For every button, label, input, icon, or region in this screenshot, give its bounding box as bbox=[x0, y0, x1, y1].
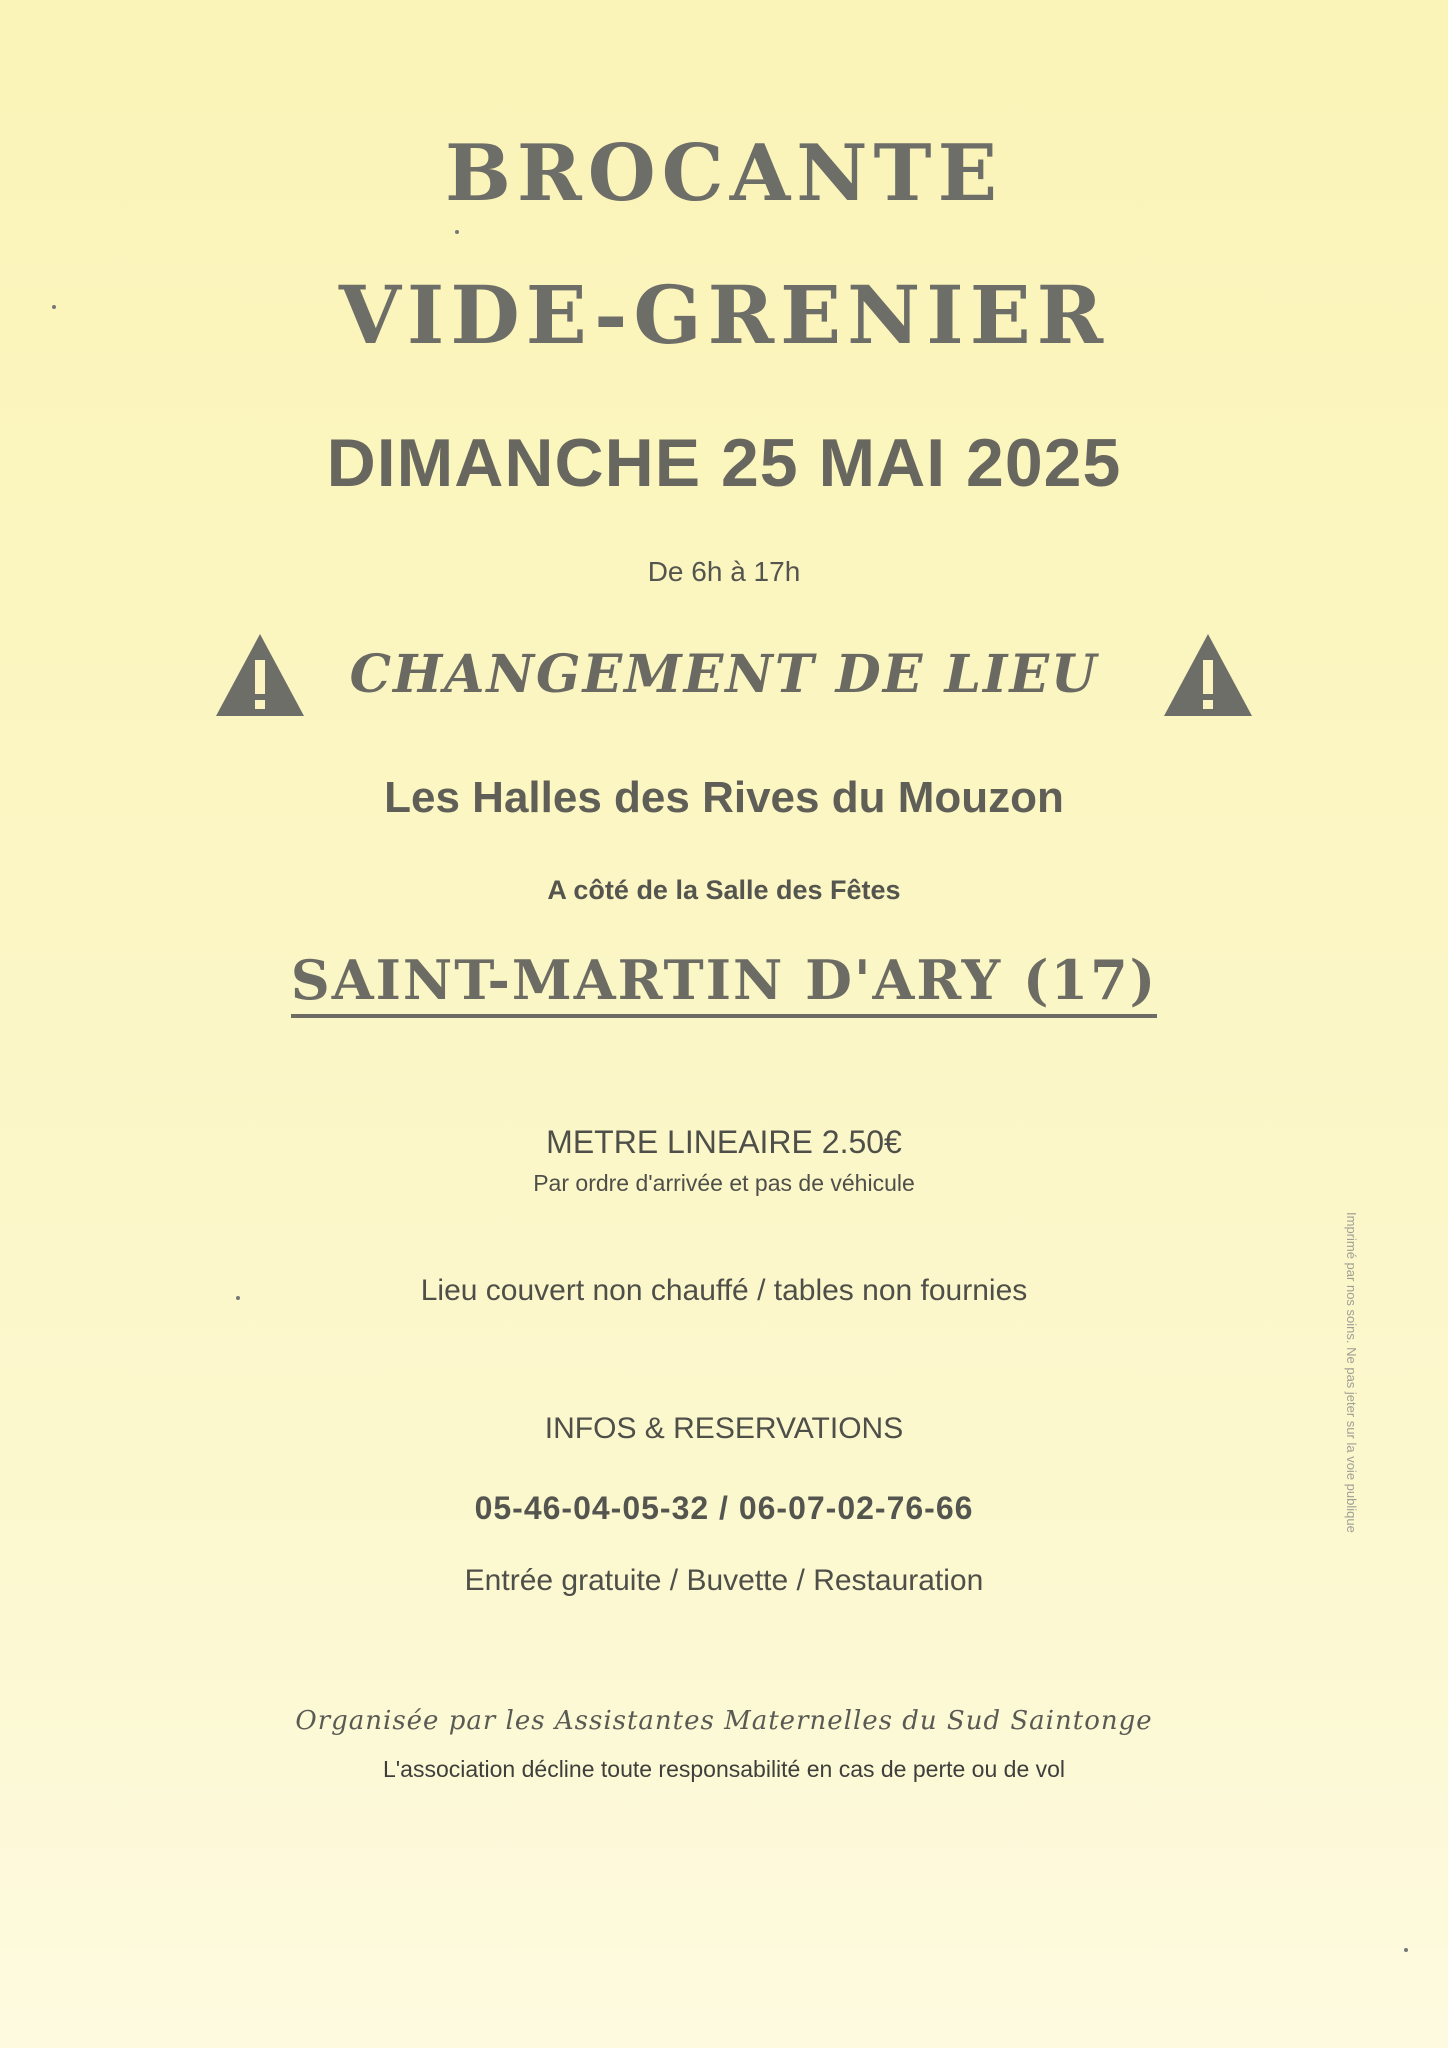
extras-info: Entrée gratuite / Buvette / Restauration bbox=[464, 1564, 984, 1597]
warning-triangle-icon bbox=[1160, 630, 1256, 720]
title-vide-grenier: VIDE-GRENIER bbox=[338, 268, 1110, 362]
organizer: Organisée par les Assistantes Maternelles du Sud Saintonge bbox=[295, 1706, 1153, 1736]
change-notice-row bbox=[0, 630, 1448, 730]
event-date: DIMANCHE 25 MAI 2025 bbox=[326, 425, 1122, 501]
town-name bbox=[0, 948, 1448, 1012]
paper-speck bbox=[1404, 1948, 1408, 1952]
phone-numbers: 05-46-04-05-32 / 06-07-02-76-66 bbox=[474, 1490, 974, 1526]
venue-detail: A côté de la Salle des Fêtes bbox=[547, 875, 901, 905]
title-brocante: BROCANTE bbox=[444, 128, 1004, 219]
town-name-text: SAINT-MARTIN D'ARY (17) bbox=[291, 948, 1157, 1018]
price-note: Par ordre d'arrivée et pas de véhicule bbox=[533, 1170, 915, 1196]
info-heading: INFOS & RESERVATIONS bbox=[544, 1412, 904, 1445]
paper-speck bbox=[52, 305, 56, 309]
change-of-venue-notice: CHANGEMENT DE LIEU bbox=[349, 644, 1099, 705]
venue-name: Les Halles des Rives du Mouzon bbox=[384, 773, 1064, 822]
event-hours: De 6h à 17h bbox=[647, 556, 801, 587]
paper-speck bbox=[455, 230, 459, 234]
paper-speck bbox=[236, 1296, 240, 1300]
place-info: Lieu couvert non chauffé / tables non fournies bbox=[420, 1274, 1028, 1307]
disclaimer: L'association décline toute responsabilité en cas de perte ou de vol bbox=[382, 1756, 1066, 1782]
print-note: Imprimé par nos soins. Ne pas jeter sur la voie publique bbox=[1344, 1212, 1359, 1533]
price-per-meter: METRE LINEAIRE 2.50€ bbox=[546, 1124, 902, 1160]
